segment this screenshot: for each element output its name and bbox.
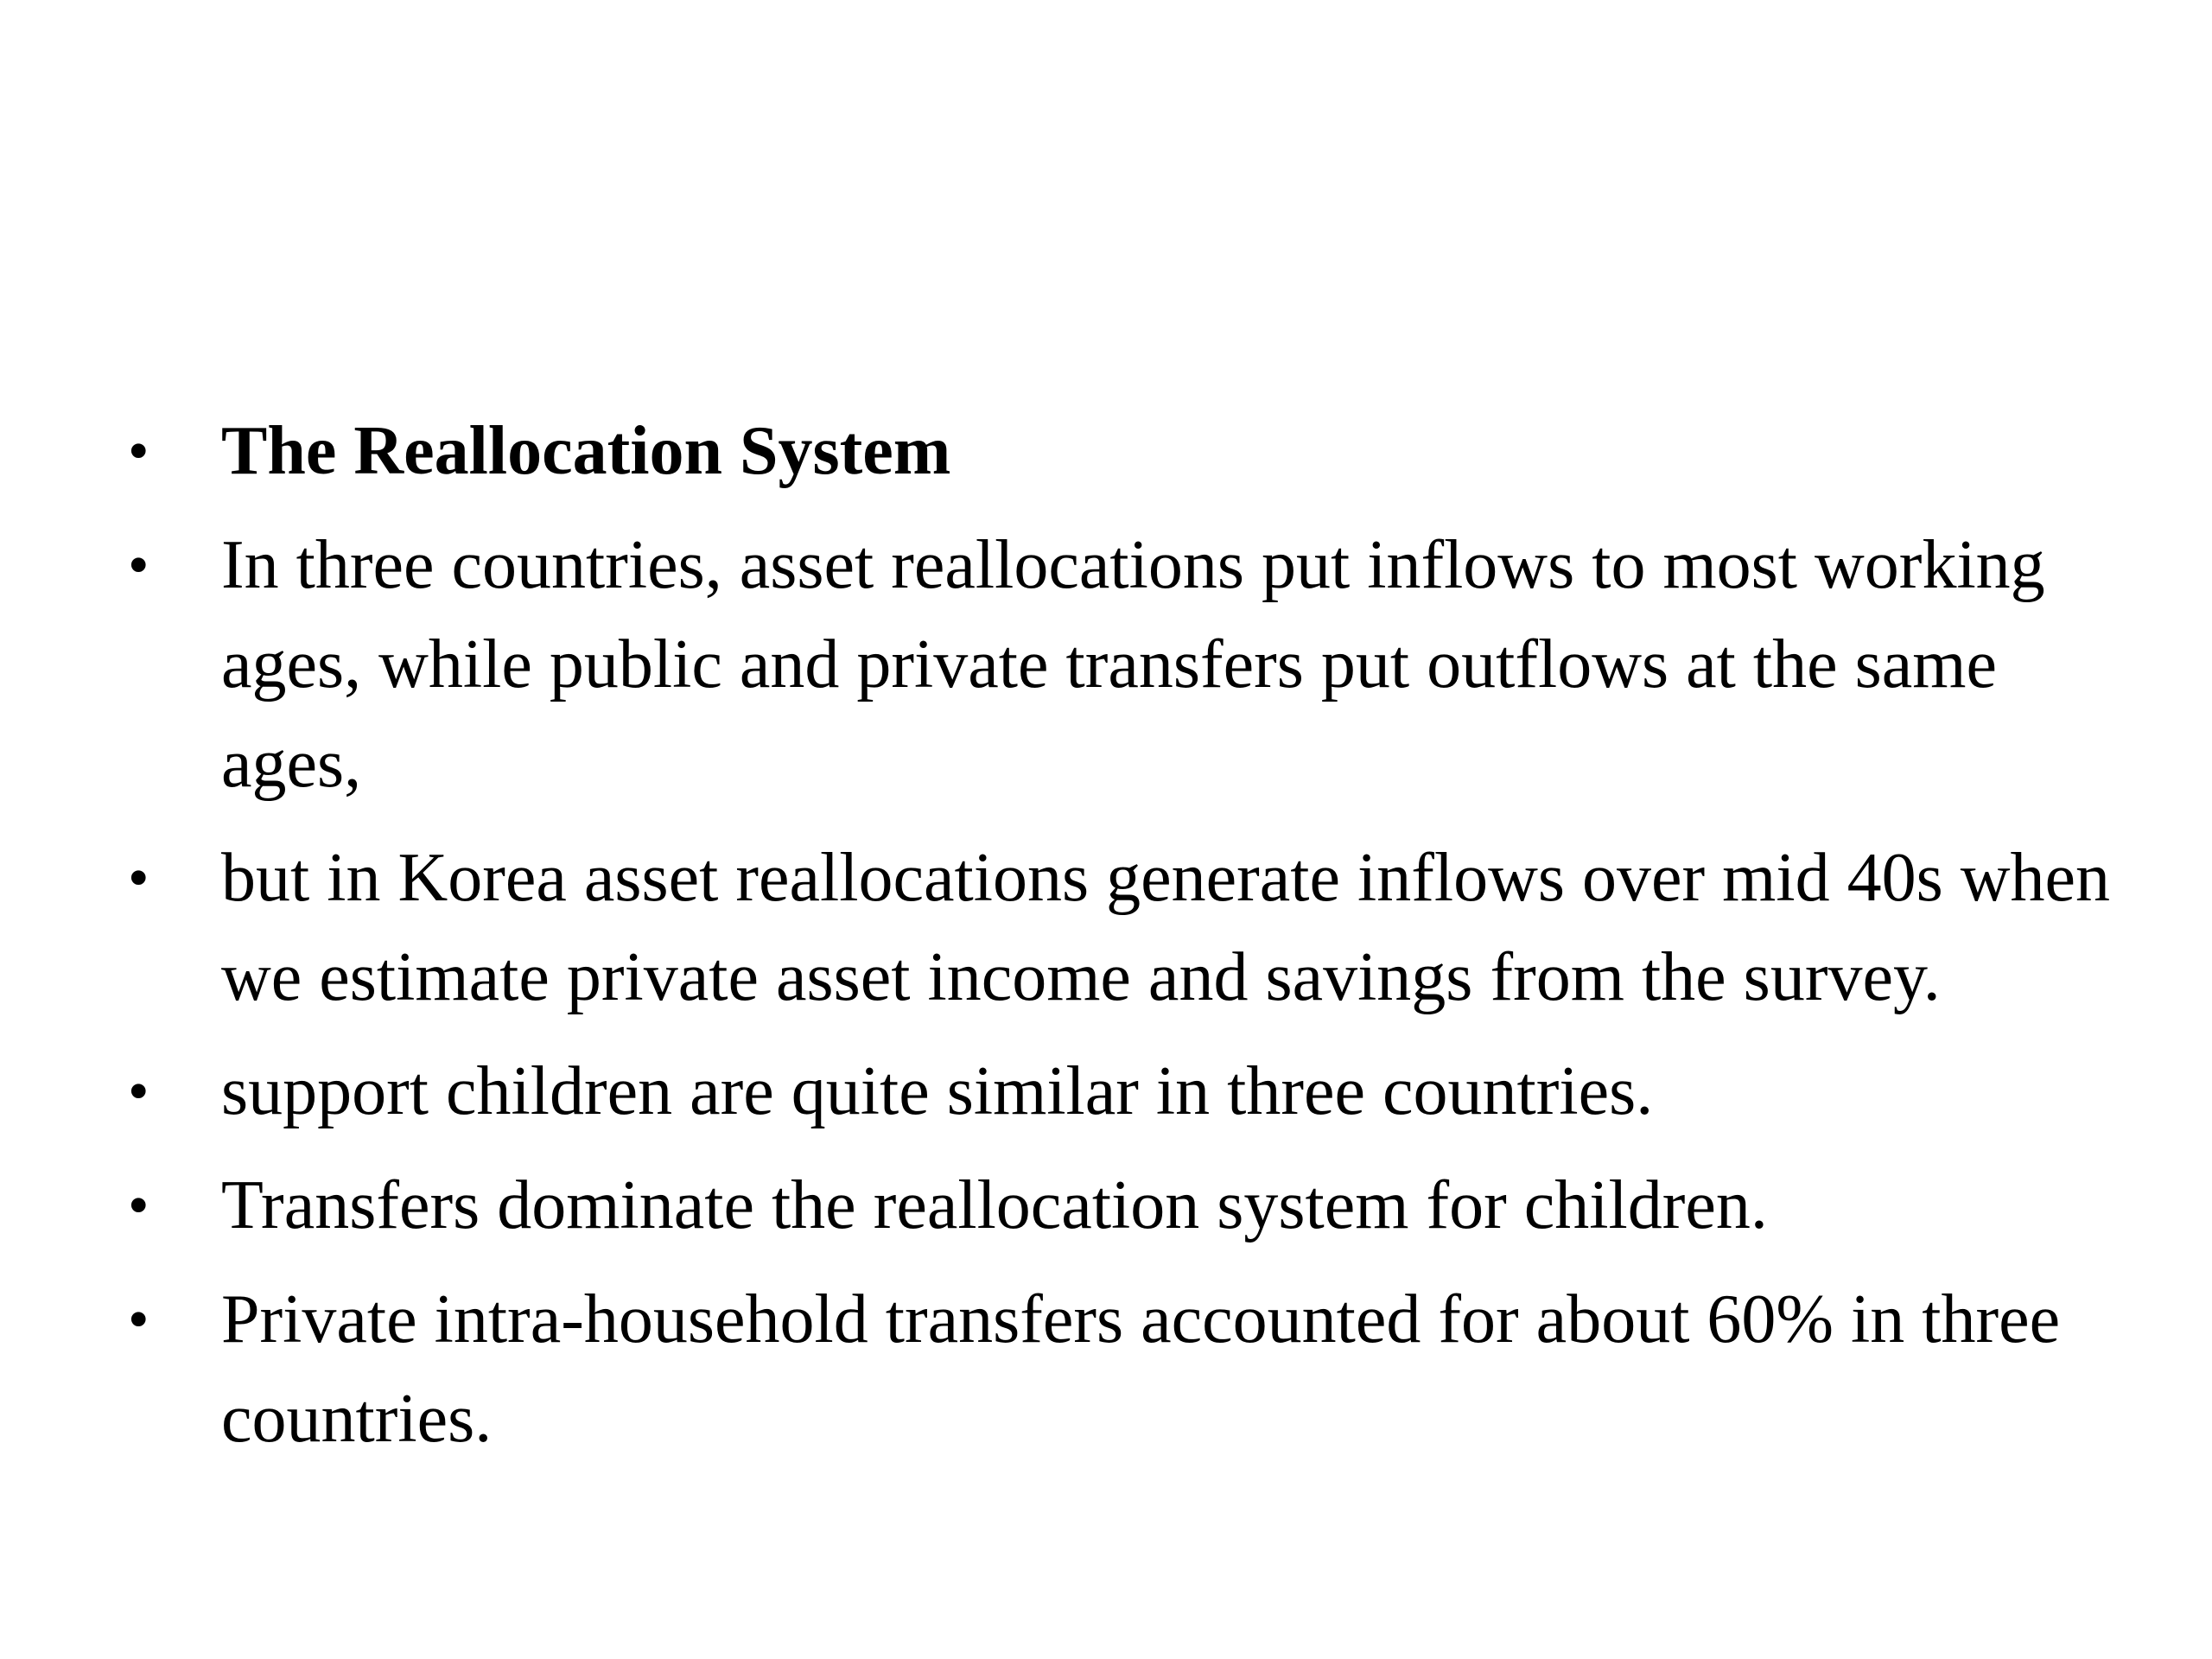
slide-heading: The Reallocation System: [221, 413, 951, 489]
bullet-item: [128, 829, 2115, 1027]
bullet-dot-icon: •: [128, 1287, 149, 1353]
bullet-item: [128, 1042, 2115, 1141]
bullet-dot-icon: •: [128, 1173, 149, 1239]
bullet-list: [128, 402, 2115, 1484]
bullet-item: [128, 1156, 2115, 1255]
bullet-text: Transfers dominate the reallocation system for children.: [221, 1167, 1768, 1243]
bullet-text: support children are quite similar in three countries.: [221, 1053, 1654, 1129]
bullet-text: Private intra-household transfers accounted for about 60% in three countries.: [221, 1281, 2061, 1457]
bullet-dot-icon: •: [128, 418, 149, 485]
bullet-item: [128, 516, 2115, 814]
bullet-text: In three countries, asset reallocations put inflows to most working ages, while public and private transfers put outflows at the same ages,: [221, 527, 2045, 802]
bullet-item: [128, 1270, 2115, 1469]
bullet-dot-icon: •: [128, 1058, 149, 1125]
bullet-item-heading: [128, 402, 2115, 501]
bullet-dot-icon: •: [128, 845, 149, 912]
bullet-text: but in Korea asset reallocations generate inflows over mid 40s when we estimate private asset income and savings from the survey.: [221, 840, 2111, 1015]
bullet-dot-icon: •: [128, 532, 149, 599]
